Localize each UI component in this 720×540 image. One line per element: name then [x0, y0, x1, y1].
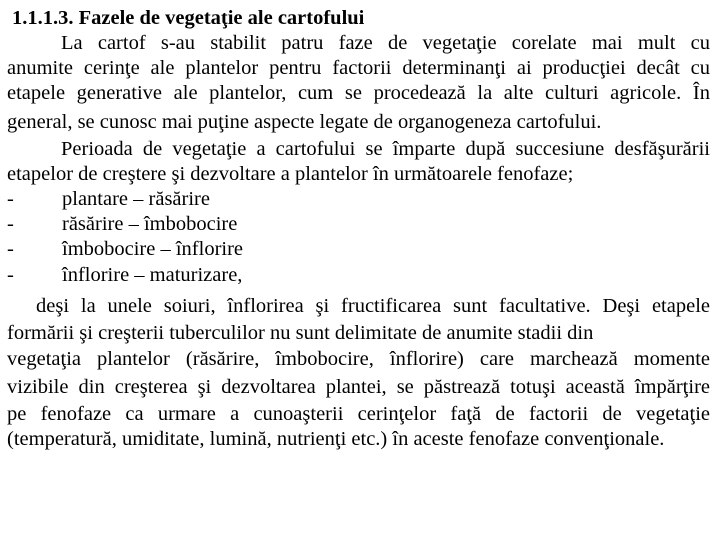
- paragraph-line: pe fenofaze ca urmare a cunoaşterii cerinţelor faţă de factorii de vegetaţie: [7, 403, 710, 425]
- list-marker: -: [7, 264, 14, 286]
- list-item-text: înflorire – maturizare,: [62, 264, 243, 286]
- paragraph-line: formării şi creşterii tuberculilor nu sunt delimitate de anumite stadii din: [7, 322, 594, 344]
- list-marker: -: [7, 238, 14, 260]
- paragraph-line: etapelor de creştere şi dezvoltare a plantelor în următoarele fenofaze;: [7, 163, 574, 185]
- list-item-text: răsărire – îmbobocire: [62, 213, 238, 235]
- paragraph-line: vizibile din creşterea şi dezvoltarea plantei, se păstrează totuşi această împărţire: [7, 376, 710, 398]
- paragraph-line: Perioada de vegetaţie a cartofului se împarte după succesiune desfăşurării: [61, 138, 710, 160]
- list-marker: -: [7, 188, 14, 210]
- paragraph-line: etapele generative ale plantelor, cum se procedează la alte culturi agricole. În: [7, 82, 710, 104]
- paragraph-line: general, se cunosc mai puţine aspecte legate de organogeneza cartofului.: [7, 111, 602, 133]
- paragraph-line: anumite cerinţe ale plantelor pentru factorii determinanţi ai producţiei decât cu: [7, 57, 710, 79]
- list-item-text: îmbobocire – înflorire: [62, 238, 244, 260]
- section-heading: 1.1.1.3. Fazele de vegetaţie ale cartofului: [12, 7, 365, 29]
- paragraph-line: deşi la unele soiuri, înflorirea şi fructificarea sunt facultative. Deşi etapele: [36, 295, 710, 317]
- list-item-text: plantare – răsărire: [62, 188, 210, 210]
- paragraph-line: La cartof s-au stabilit patru faze de vegetaţie corelate mai mult cu: [61, 32, 710, 54]
- paragraph-line: (temperatură, umiditate, lumină, nutrienţi etc.) în aceste fenofaze convenţionale.: [7, 428, 665, 450]
- list-marker: -: [7, 213, 14, 235]
- paragraph-line: vegetaţia plantelor (răsărire, îmbobocire, înflorire) care marchează momente: [7, 348, 710, 370]
